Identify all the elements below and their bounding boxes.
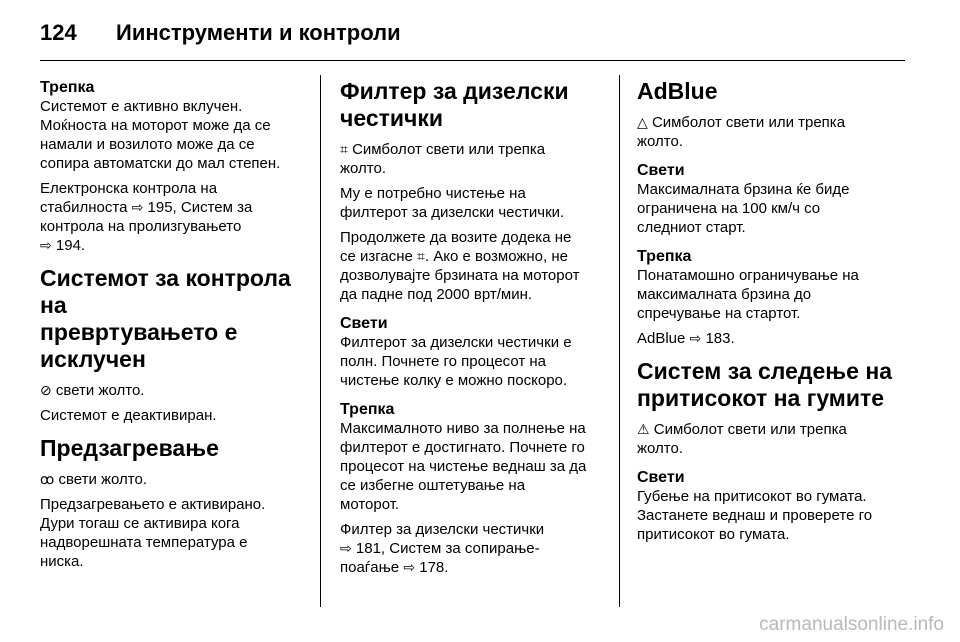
tire-pressure-icon: ⚠ xyxy=(637,421,650,437)
heading-tpms: Систем за следење на притисокот на гумите xyxy=(637,358,892,411)
heading-preheat: Предзагревање xyxy=(40,435,219,461)
column-3 xyxy=(637,78,902,550)
paragraph-blink: Максималното ниво за полнење на филтерот е достигнато. Почнете го процесот на чистење веднаш за да се избегне оштетување на моторот. xyxy=(340,420,587,513)
esc-text: Електронска контрола на стабилноста xyxy=(40,180,218,216)
glow-plug-icon: ꝏ xyxy=(40,471,55,487)
paragraph-blink: Системот е активно вклучен. Моќноста на моторот може да се намали и возилото може да се сопира автоматски до мал степен. xyxy=(40,98,281,172)
page-number: 124 xyxy=(40,20,77,45)
page-ref-arrow-icon: ⇨ xyxy=(40,237,52,253)
heading-blink: Трепка xyxy=(340,401,395,418)
paragraph-tc-symbol: ⊘ свети жолто. xyxy=(40,382,145,399)
dpf-icon: ⌗ xyxy=(417,248,425,264)
paragraph-lit: Филтерот за дизелски честички е полн. Почнете го процесот на чистење колку е можно поскоро. xyxy=(340,334,572,389)
tc-ref: 194. xyxy=(55,237,86,254)
dpf-icon: ⌗ xyxy=(340,141,348,157)
paragraph-blink: Понатамошно ограничување на максималната брзина до спречување на стартот. xyxy=(637,267,859,322)
page-ref-arrow-icon: ⇨ xyxy=(403,559,416,575)
adblue-icon: △ xyxy=(637,114,648,130)
paragraph-dpf-2: Продолжете да возите додека не се изгасне ⌗. Ако е возможно, не дозволувајте брзината на моторот да падне под 2000 врт/мин. xyxy=(340,229,580,303)
column-1 xyxy=(40,78,305,577)
heading-lit: Свети xyxy=(637,469,685,486)
paragraph-adblue-ref: AdBlue ⇨ 183. xyxy=(637,330,735,347)
paragraph-dpf-symbol: ⌗ Симболот свети или трепка жолто. xyxy=(340,141,546,177)
column-divider xyxy=(320,75,321,607)
page-ref-arrow-icon: ⇨ xyxy=(131,199,144,215)
heading-lit: Свети xyxy=(637,162,685,179)
paragraph-preheat-symbol: ꝏ свети жолто. xyxy=(40,471,148,488)
paragraph-tpms-symbol: ⚠ Симболот свети или трепка жолто. xyxy=(637,421,847,457)
heading-blink: Трепка xyxy=(40,79,95,96)
esc-ref: 195, Систем за контрола на пролизгувањето xyxy=(40,199,253,235)
paragraph-preheat: Предзагревањето е активирано. Дури тогаш се активира кога надворешната температура е ниска. xyxy=(40,496,266,570)
heading-lit: Свети xyxy=(340,315,388,332)
column-divider xyxy=(619,75,620,607)
page-ref-arrow-icon: ⇨ xyxy=(340,540,352,556)
paragraph-adblue-symbol: △ Симболот свети или трепка жолто. xyxy=(637,114,846,150)
paragraph-esc-ref xyxy=(40,179,305,255)
column-2 xyxy=(340,78,610,583)
chapter-title: Иинструменти и контроли xyxy=(116,20,401,45)
paragraph-dpf-1: Му е потребно чистење на филтерот за дизелски честички. xyxy=(340,185,565,221)
heading-blink: Трепка xyxy=(637,248,692,265)
heading-dpf: Филтер за дизелски честички xyxy=(340,78,569,131)
header-rule xyxy=(40,60,905,61)
watermark: carmanualsonline.info xyxy=(759,614,944,635)
heading-tc-off: Системот за контрола на превртувањето е исклучен xyxy=(40,265,291,372)
paragraph-dpf-ref: Филтер за дизелски честички ⇨ 181, Систем за сопирање- поаѓање ⇨ 178. xyxy=(340,521,545,576)
traction-off-icon: ⊘ xyxy=(40,382,52,398)
paragraph-lit: Максималната брзина ќе биде ограничена на 100 км/ч со следниот старт. xyxy=(637,181,850,236)
paragraph-tc-off: Системот е деактивиран. xyxy=(40,407,217,424)
heading-adblue: AdBlue xyxy=(637,78,718,104)
page-ref-arrow-icon: ⇨ xyxy=(689,330,702,346)
paragraph-lit: Губење на притисокот во гумата. Застанете веднаш и проверете го притисокот во гумата. xyxy=(637,488,873,543)
